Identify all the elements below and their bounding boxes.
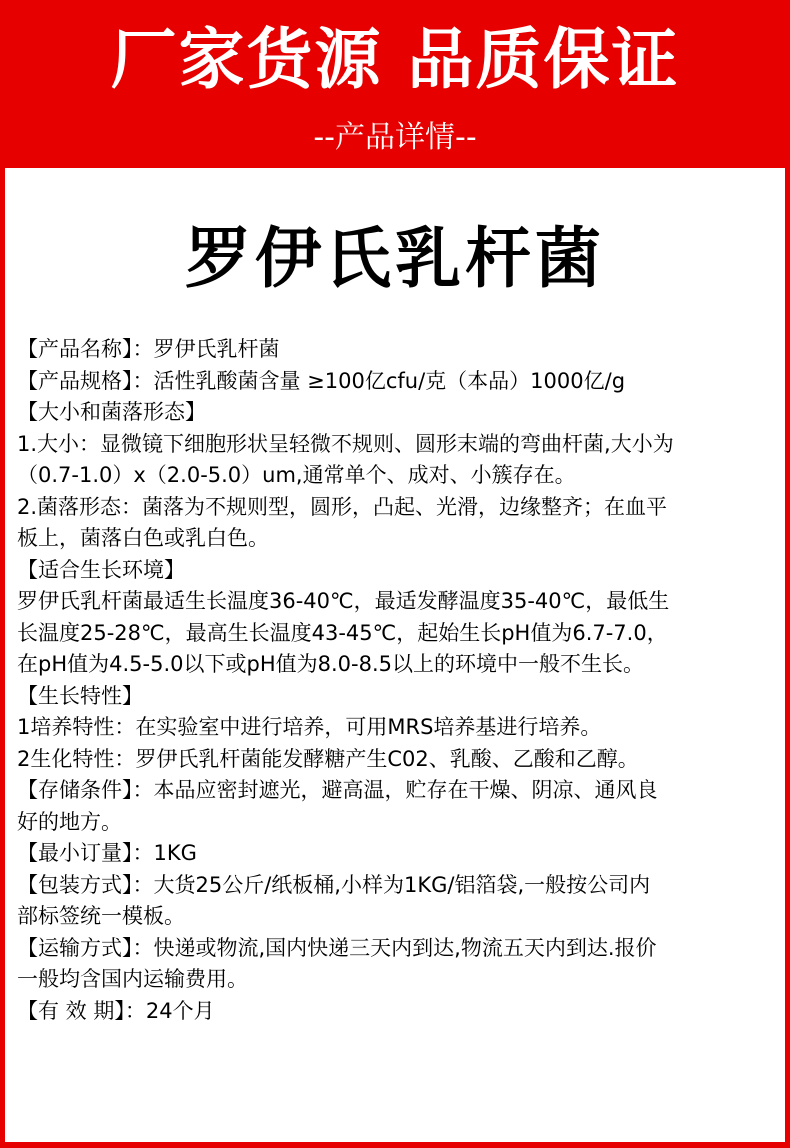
spec-line-colony: 2.菌落形态：菌落为不规则型，圆形，凸起、光滑，边缘整齐；在血平 [17, 494, 668, 519]
spec-line-packaging-cont: 部标签统一模板。 [17, 904, 185, 928]
spec-line-storage-cont: 好的地方。 [17, 809, 122, 834]
spec-line-shipping: 【运输方式】：快递或物流,国内快递三天内到达,物流五天内到达.报价 [17, 935, 657, 960]
spec-line-colony-cont: 板上，菌落白色或乳白色。 [17, 526, 269, 550]
spec-line-culture: 1培养特性：在实验室中进行培养，可用MRS培养基进行培养。 [17, 715, 602, 739]
banner-title: 厂家货源 品质保证 [110, 21, 680, 98]
spec-line-environment-1: 罗伊氏乳杆菌最适生长温度36-40℃，最适发酵温度35-40℃，最低生 [17, 589, 670, 613]
spec-line-packaging: 【包装方式】：大货25公斤/纸板桶,小样为1KG/铝箔袋,一般按公司内 [17, 872, 651, 897]
spec-line-storage: 【存储条件】：本品应密封遮光，避高温，贮存在干燥、阴凉、通风良 [17, 778, 658, 802]
product-spec-list [17, 334, 781, 1027]
spec-line-shelf-life: 【有 效 期】：24个月 [17, 998, 215, 1023]
banner-subtitle: --产品详情-- [313, 120, 477, 155]
spec-line-product-name: 【产品名称】：罗伊氏乳杆菌 [17, 337, 280, 361]
spec-line-min-order: 【最小订量】：1KG [17, 841, 197, 865]
spec-line-shipping-cont: 一般均含国内运输费用。 [17, 967, 248, 991]
spec-line-size-cont: （0.7-1.0）x（2.0-5.0）um,通常单个、成对、小簇存在。 [17, 463, 576, 487]
spec-heading-growth-traits: 【生长特性】 [17, 683, 143, 708]
spec-line-product-spec: 【产品规格】：活性乳酸菌含量 ≥100亿cfu/克（本品）1000亿/g [17, 368, 626, 393]
spec-line-environment-2: 长温度25-28℃，最高生长温度43-45℃，起始生长pH值为6.7-7.0， [17, 620, 668, 645]
product-title: 罗伊氏乳杆菌 [185, 220, 605, 297]
spec-line-size: 1.大小：显微镜下细胞形状呈轻微不规则、圆形末端的弯曲杆菌,大小为 [17, 431, 674, 456]
spec-heading-size-morphology: 【大小和菌落形态】 [17, 400, 206, 424]
spec-heading-growth-environment: 【适合生长环境】 [17, 557, 185, 582]
spec-line-biochemical: 2生化特性：罗伊氏乳杆菌能发酵糖产生C02、乳酸、乙酸和乙醇。 [17, 746, 639, 771]
spec-line-environment-3: 在pH值为4.5-5.0以下或pH值为8.0-8.5以上的环境中一般不生长。 [17, 652, 644, 676]
header-banner [0, 0, 790, 168]
product-detail-panel [5, 168, 785, 1142]
